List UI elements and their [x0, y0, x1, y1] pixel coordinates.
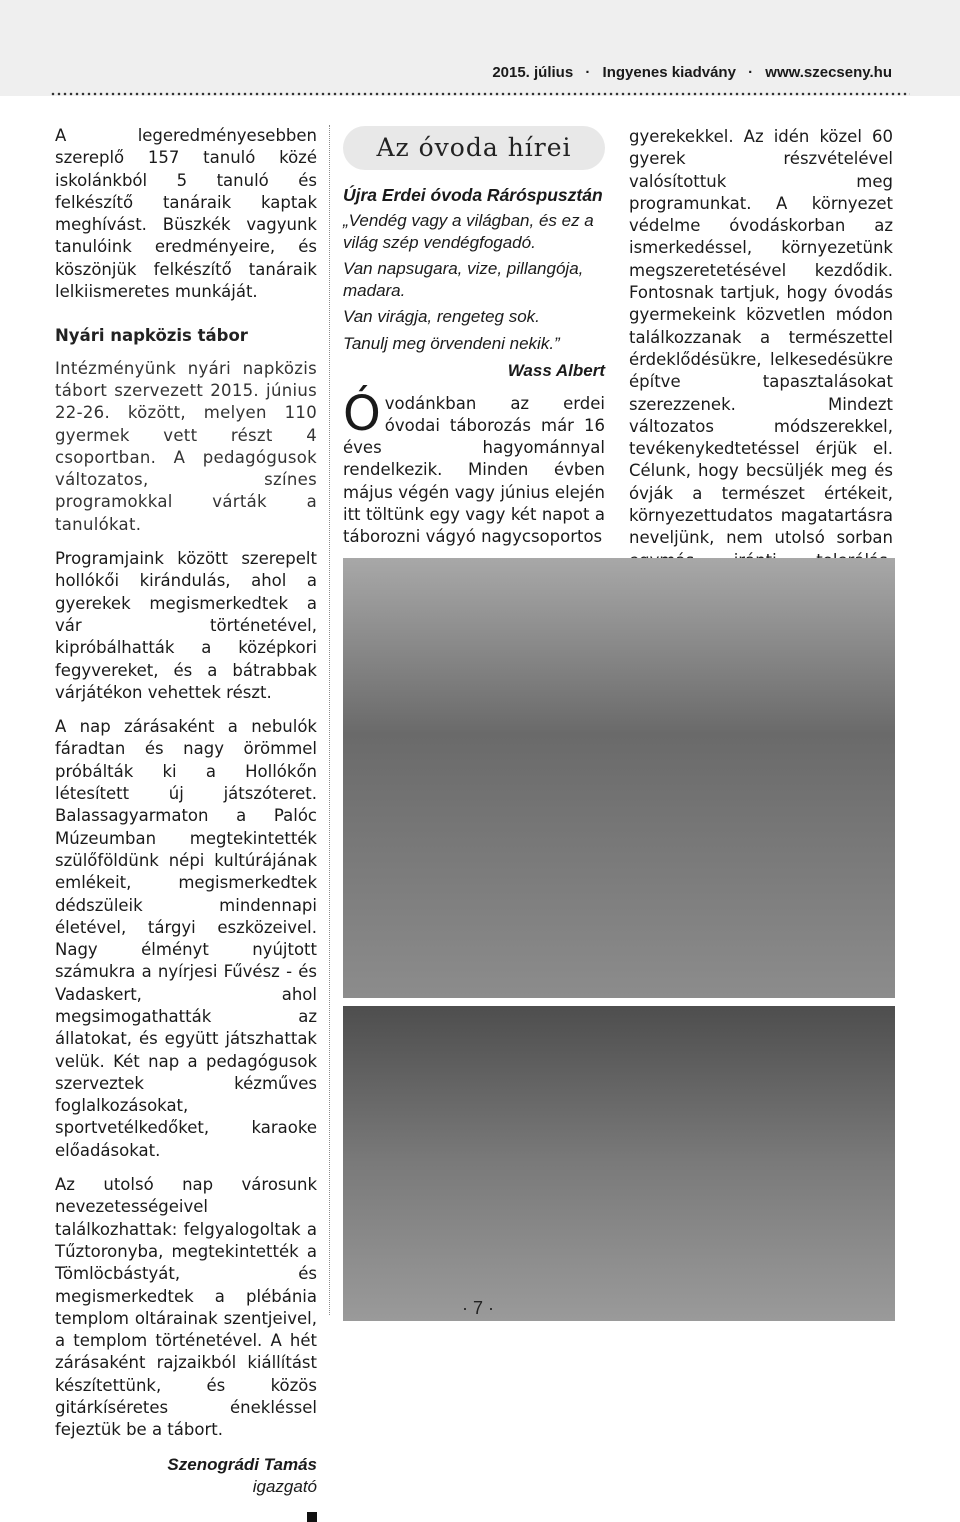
poem-line: Van napsugara, vize, pillangója, madara. — [343, 259, 584, 300]
header-dotted-rule — [50, 92, 910, 96]
signature-name: Szenográdi Tamás — [167, 1454, 317, 1474]
page-number: · 7 · — [461, 1298, 494, 1318]
left-column — [55, 125, 317, 1522]
drop-cap: Ó — [343, 385, 381, 442]
photo-children-outdoors — [343, 558, 895, 998]
intro-paragraph: A legeredményesebben szereplő 157 tanuló közé iskolánkból 5 tanuló és felkészítő tanáraik kaptak meghívást. Büszkék vagyunk tanulóink eredményeire, és köszönjük felkészítő tanáraik lelkiismeretes munkáját. — [55, 126, 317, 302]
right-column — [629, 126, 893, 606]
last-day-paragraph: Az utolsó nap városunk nevezetességeivel találkozhattak: felgyalogoltak a Tűztoronyba, megtekintették a Tömlöcbástyát, és megismerkedtek a plébánia templom oltárainak szentjeivel, a templom történetével. A hét zárásaként rajzaikból kiállítást készítettünk, és közös gitárkíséretes énekléssel fejeztük be a tábort. — [55, 1175, 317, 1440]
photo-separator — [343, 998, 895, 1006]
header-bar — [0, 0, 960, 96]
column-divider — [329, 125, 330, 1315]
header-separator: · — [585, 64, 591, 81]
day-closing-paragraph: A nap zárásaként a nebulók fáradtan és nagy örömmel próbálták ki a Hollókőn létesített új játszóteret. Balassagyarmaton a Palóc Múzeumban megtekintették szülőföldünk népi kultúrájának emlékeit, megismerkedtek dédszüleik mindennapi életével, tárgyi eszközeivel. Nagy élményt nyújtott számukra a nyírjesi Fűvész - és Vadaskert, ahol megsimogathatták az állatokat, és együtt játszhattak velük. Két nap a pedagógusok szerveztek kézműves foglalkozásokat, sportvetélkedőket, karaoke előadásokat. — [55, 717, 317, 1160]
section-title: Nyári napközis tábor — [55, 326, 248, 346]
photo-collage — [343, 558, 895, 1321]
poem-line: „Vendég vagy a világban, és ez a világ szép vendégfogadó. — [343, 211, 594, 252]
poem-author: Wass Albert — [507, 361, 605, 381]
header-date: 2015. július — [492, 64, 574, 81]
header-tagline: Ingyenes kiadvány — [602, 64, 736, 81]
middle-column — [343, 126, 605, 561]
camp-paragraph: Intézményünk nyári napközis tábort szervezett 2015. június 22-26. között, melyen 110 gyermek vett részt 4 csoportban. A pedagógusok változatos, színes programokkal várták a tanulókat. — [55, 358, 317, 534]
header-separator: · — [748, 64, 754, 81]
end-of-article-square — [307, 1512, 317, 1522]
signature-role: igazgató — [252, 1476, 317, 1496]
page-header — [492, 64, 892, 81]
poem-line: Tanulj meg örvendeni nekik.” — [343, 333, 560, 353]
photo-children-cabins — [343, 1006, 895, 1321]
poem — [343, 210, 605, 354]
kindergarten-intro — [343, 385, 605, 549]
section-badge: Az óvoda hírei — [343, 126, 605, 170]
header-website: www.szecseny.hu — [765, 64, 892, 81]
program-paragraph: Programjaink között szerepelt hollókői kirándulás, ahol a gyerekek megismerkedtek a vár történetével, kipróbálhatták a középkori fegyvereket, és a bátrabbak várjátékon vehettek részt. — [55, 549, 317, 702]
poem-line: Van virágja, rengeteg sok. — [343, 307, 540, 327]
kindergarten-intro-text: vodánkban az erdei óvodai táborozás már 16 éves hagyománnyal rendelkezik. Minden évben május végén vagy június elején itt töltünk egy vagy két napot a táborozni vágyó nagycsoportos — [343, 393, 605, 547]
kindergarten-continuation: gyerekekkel. Az idén közel 60 gyerek részvételével valósítottuk meg programunkat. A környezet védelme óvodáskorban az ismerkedéssel, környezetünk megszeretetésével kezdődik. Fontosnak tartjuk, hogy óvodás gyermekeink közvetlen módon találkozzanak a természettel érdeklődésükre, lelkesedésükre építve tapasztalásokat szerezzenek. Mindezt változatos módszerekkel, tevékenykedtetéssel érjük el. Célunk, hogy becsüljék meg és óvják a természet értékeit, környezettudatos magatartásra neveljünk, nem utolsó sorban — [629, 127, 893, 548]
article-subtitle: Újra Erdei óvoda Ráróspusztán — [343, 185, 603, 205]
